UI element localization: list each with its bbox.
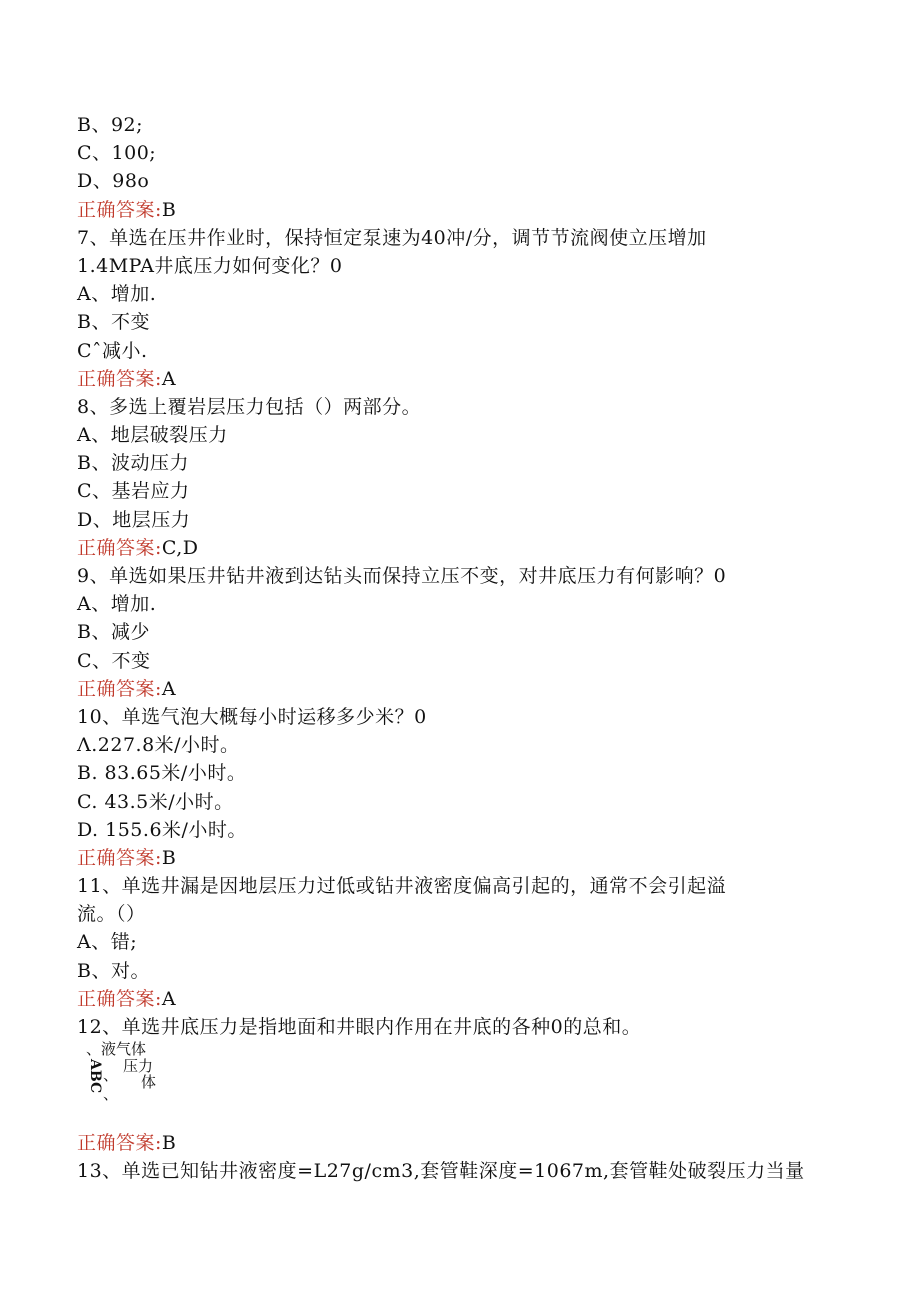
text-line: C、基岩应力 bbox=[77, 480, 190, 503]
correct-answer bbox=[77, 1129, 857, 1157]
text-lines bbox=[77, 111, 857, 1041]
text-line: A、地层破裂压力 bbox=[77, 424, 228, 447]
text-line: C. 43.5米/小时。 bbox=[77, 790, 234, 813]
answer-label: 正确答案: bbox=[77, 367, 162, 390]
document-body bbox=[77, 111, 857, 1186]
tail-lines bbox=[77, 1129, 857, 1185]
text-line: 9、单选如果压井钻井液到达钻头而保持立压不变，对井底压力有何影响？0 bbox=[77, 565, 727, 587]
text-line: B、减少 bbox=[77, 621, 150, 644]
text-line: B、不变 bbox=[77, 311, 150, 334]
text-line: 12、单选井底压力是指地面和井眼内作用在井底的各种0的总和。 bbox=[77, 1016, 642, 1038]
text-line: D、地层压力 bbox=[77, 508, 191, 531]
text-line: B、波动压力 bbox=[77, 452, 189, 475]
text-line: A、错; bbox=[77, 931, 138, 954]
answer-label: 正确答案: bbox=[77, 198, 162, 221]
correct-answer bbox=[77, 534, 857, 562]
text-line: Cˆ减小. bbox=[77, 339, 148, 362]
garbled-line-3: 、 bbox=[103, 1066, 119, 1085]
answer-value: A bbox=[161, 987, 177, 1010]
text-line: 流。（） bbox=[77, 903, 146, 926]
answer-value: B bbox=[161, 1132, 177, 1155]
answer-label: 正确答案: bbox=[77, 987, 162, 1010]
answer-value: B bbox=[161, 846, 177, 869]
text-line: 1.4MPA井底压力如何变化？0 bbox=[77, 254, 343, 277]
text-line: D、98o bbox=[77, 170, 150, 193]
answer-label: 正确答案: bbox=[77, 677, 162, 700]
garbled-line-4: 体 bbox=[141, 1073, 157, 1092]
correct-answer bbox=[77, 985, 857, 1013]
text-line: 11、单选井漏是因地层压力过低或钻井液密度偏高引起的，通常不会引起溢 bbox=[77, 875, 727, 898]
garbled-line-1: 、液气体 bbox=[86, 1040, 147, 1059]
options-label-abc: ABC bbox=[87, 1059, 103, 1094]
text-line: B、92; bbox=[77, 114, 144, 136]
garbled-options bbox=[77, 1041, 857, 1129]
text-line: C、100; bbox=[77, 142, 157, 165]
answer-value: B bbox=[161, 198, 177, 221]
text-line: A、增加. bbox=[77, 593, 157, 616]
text-line: D. 155.6米/小时。 bbox=[77, 818, 247, 841]
answer-label: 正确答案: bbox=[77, 846, 162, 869]
text-line: Λ.227.8米/小时。 bbox=[77, 734, 240, 757]
answer-label: 正确答案: bbox=[77, 536, 162, 559]
text-line: 7、单选在压井作业时，保持恒定泵速为40冲/分，调节节流阀使立压增加 bbox=[77, 226, 707, 249]
text-line: 10、单选气泡大概每小时运移多少米？0 bbox=[77, 705, 427, 728]
answer-label: 正确答案: bbox=[77, 1132, 162, 1155]
correct-answer bbox=[77, 365, 857, 393]
text-line: A、增加. bbox=[77, 283, 157, 306]
answer-value: A bbox=[161, 367, 177, 390]
answer-value: C,D bbox=[161, 536, 199, 559]
correct-answer bbox=[77, 844, 857, 872]
text-line: C、不变 bbox=[77, 649, 151, 672]
garbled-line-5: 、 bbox=[103, 1085, 119, 1104]
text-line: 13、单选已知钻井液密度=L27g/cm3,套管鞋深度=1067m,套管鞋处破裂压力当量 bbox=[77, 1160, 805, 1183]
garbled-line-2: 压力 bbox=[123, 1057, 154, 1076]
correct-answer bbox=[77, 675, 857, 703]
text-line: B、对。 bbox=[77, 959, 150, 982]
correct-answer bbox=[77, 196, 857, 224]
answer-value: A bbox=[161, 677, 177, 700]
text-line: B. 83.65米/小时。 bbox=[77, 762, 247, 785]
text-line: 8、多选上覆岩层压力包括（）两部分。 bbox=[77, 395, 422, 418]
